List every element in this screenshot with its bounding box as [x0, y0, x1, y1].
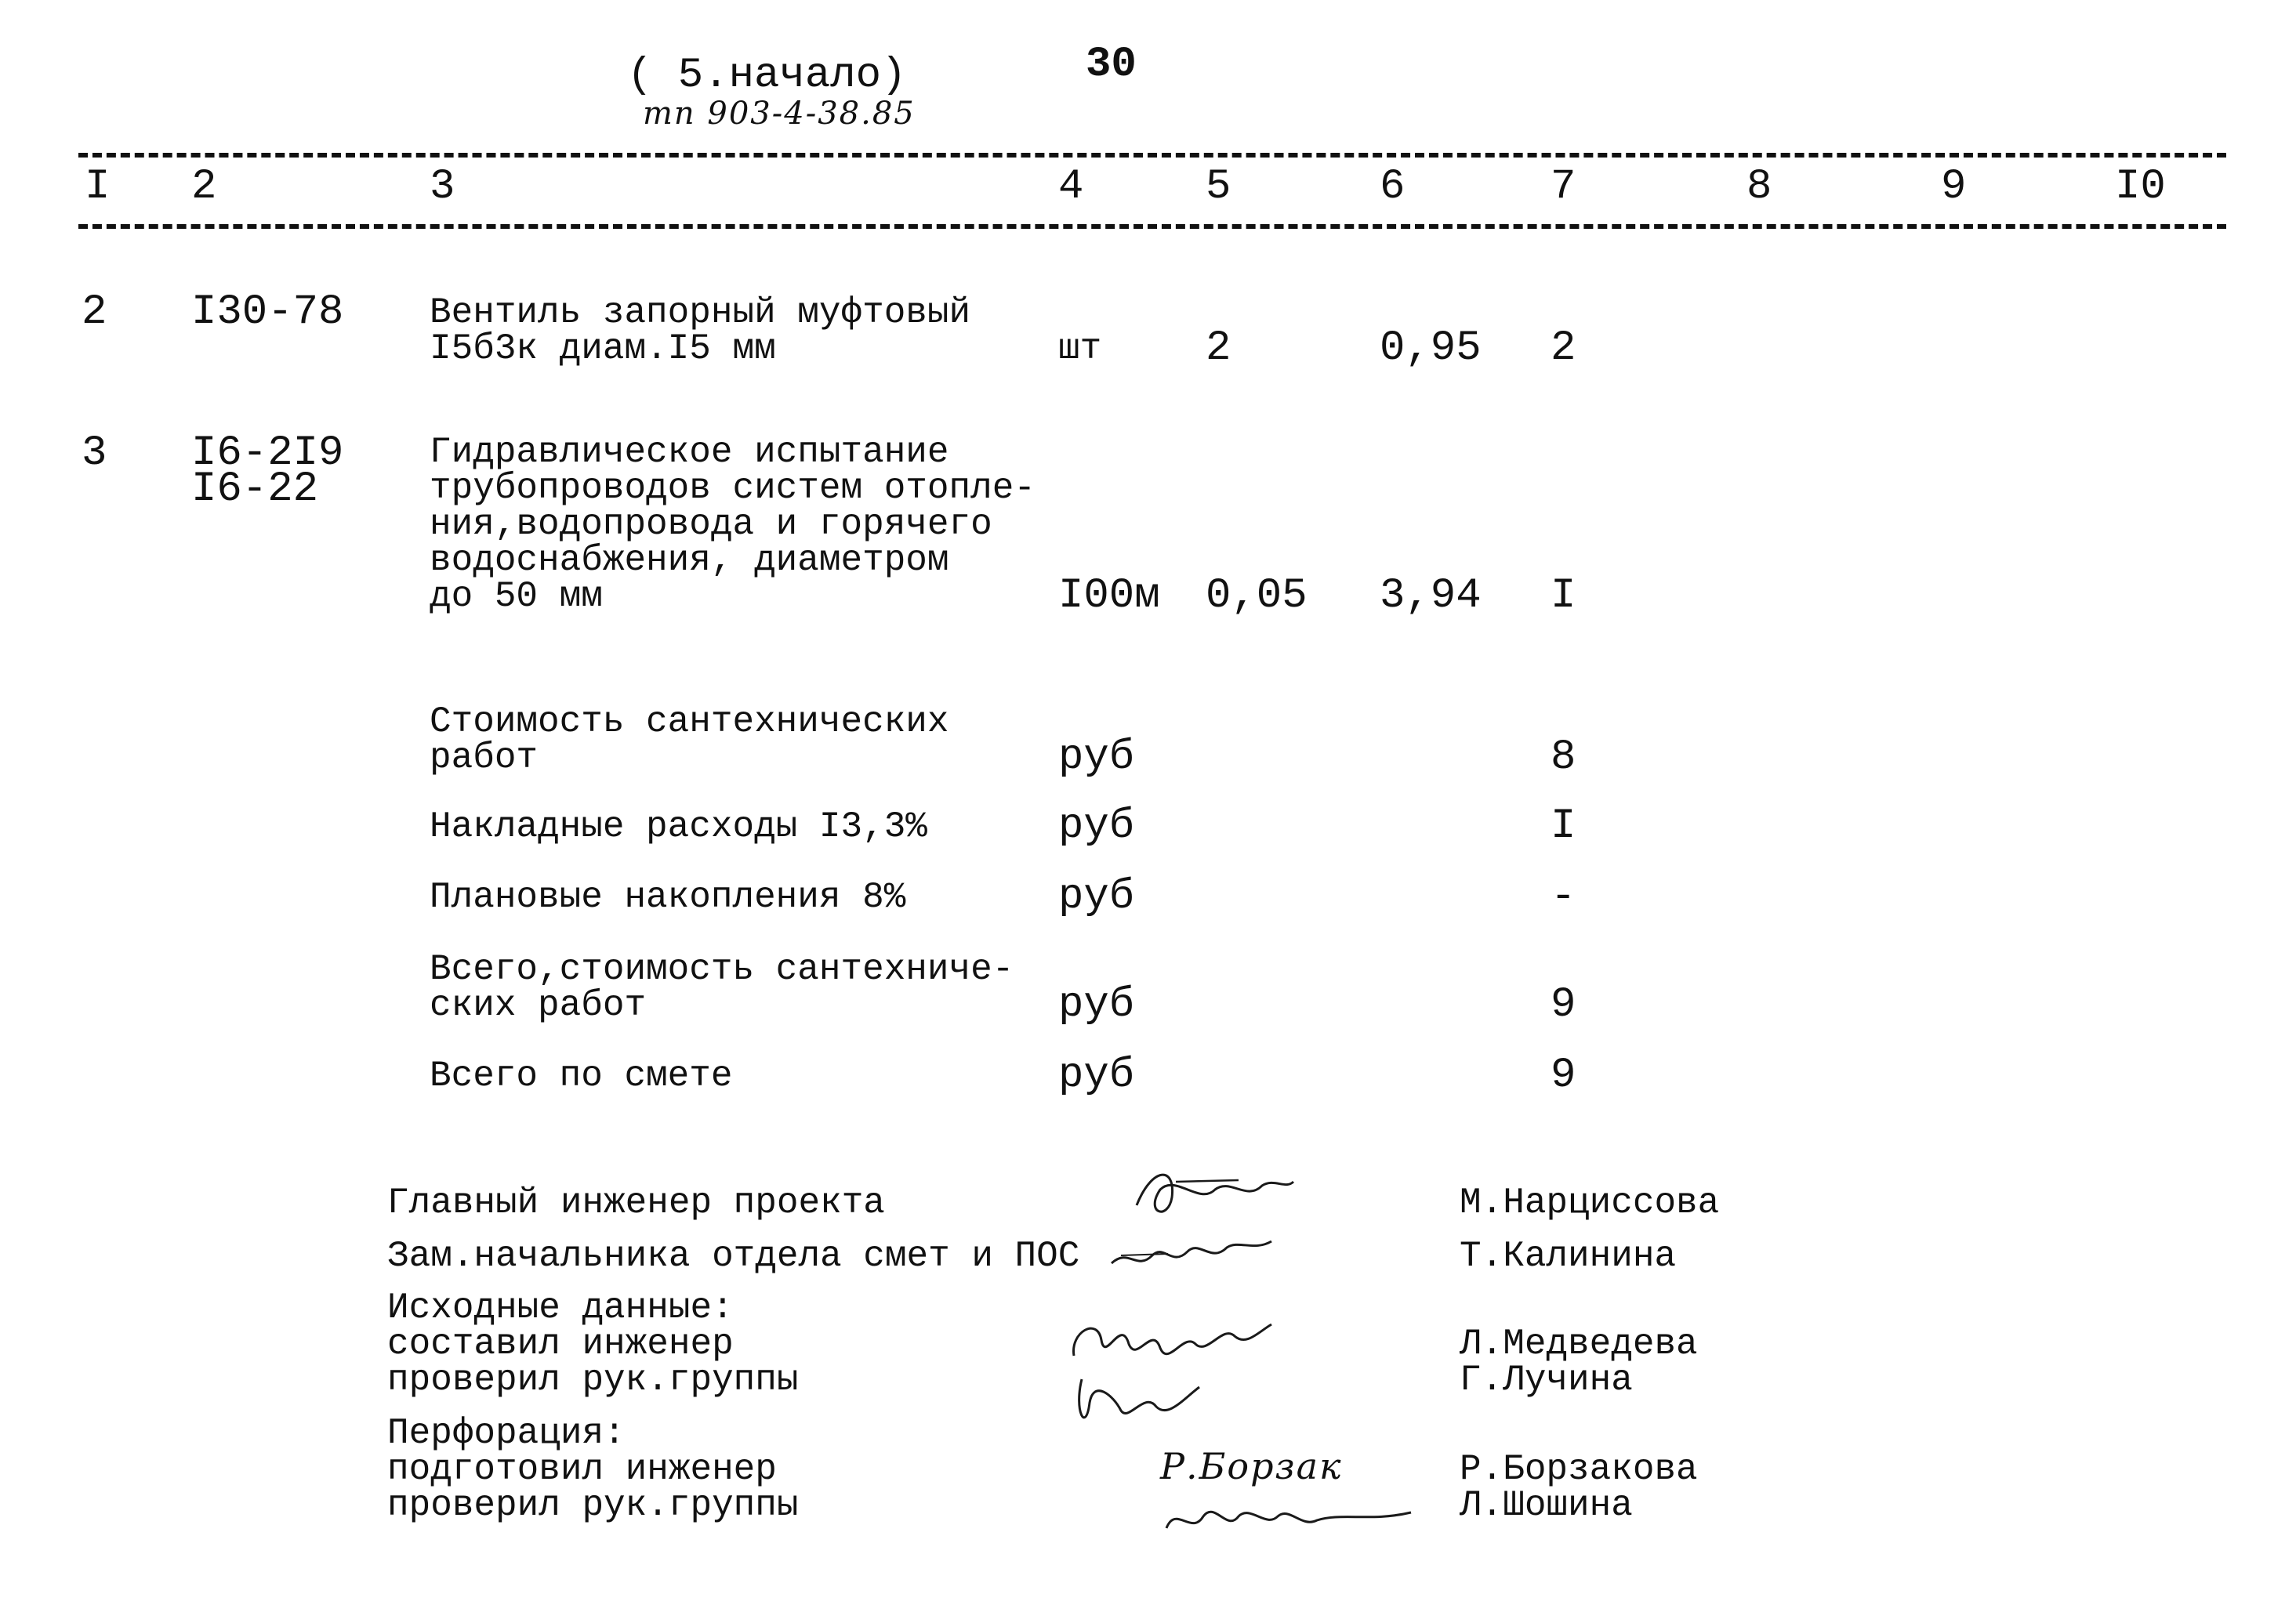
- summary-label: Плановые накопления 8%: [430, 877, 906, 918]
- summary-label: Стоимость сантехнических: [430, 701, 949, 742]
- row-code: I6-22: [191, 465, 319, 513]
- row-quantity: 0,05: [1206, 572, 1308, 620]
- summary-total: -: [1551, 873, 1576, 921]
- prepared-name: Р.Борзакова: [1460, 1449, 1698, 1490]
- column-header: 4: [1058, 163, 1084, 211]
- perforation-title: Перфорация:: [387, 1413, 626, 1454]
- row-unit-price: 0,95: [1380, 324, 1482, 372]
- summary-unit: руб: [1058, 981, 1135, 1029]
- column-header: 9: [1941, 163, 1967, 211]
- row-description: водоснабжения, диаметром: [430, 540, 949, 581]
- page-number: 30: [1086, 41, 1137, 89]
- deputy-name: Т.Калинина: [1460, 1236, 1677, 1277]
- checked-label: проверил рук.группы: [387, 1360, 799, 1400]
- prepared-signature-text: Р.Борзак: [1160, 1445, 1343, 1487]
- column-header: 2: [191, 163, 217, 211]
- summary-unit: руб: [1058, 1052, 1135, 1099]
- row-unit: шт: [1058, 328, 1102, 369]
- row-quantity: 2: [1206, 324, 1231, 372]
- row-unit-price: 3,94: [1380, 572, 1482, 620]
- prepared-label: подготовил инженер: [387, 1449, 777, 1490]
- signature-chief-engineer: [1129, 1158, 1301, 1229]
- project-code: тп 903-4-38.85: [643, 96, 916, 132]
- summary-unit: руб: [1058, 873, 1135, 921]
- compiled-label: составил инженер: [387, 1324, 734, 1364]
- column-header: I: [85, 163, 111, 211]
- signature-deputy: [1105, 1224, 1278, 1279]
- row-description: Вентиль запорный муфтовый: [430, 292, 971, 333]
- row-description: I5б3к диам.I5 мм: [430, 328, 776, 369]
- checked-name: Л.Шошина: [1460, 1485, 1633, 1526]
- summary-label: Всего по смете: [430, 1056, 733, 1096]
- column-header: 6: [1380, 163, 1406, 211]
- row-number: 3: [82, 429, 107, 477]
- row-total: 2: [1551, 324, 1576, 372]
- row-unit: I00м: [1058, 572, 1160, 620]
- summary-unit: руб: [1058, 733, 1135, 781]
- row-number: 2: [82, 288, 107, 336]
- row-code: I6-2I9: [191, 429, 344, 477]
- section-note: ( 5.начало): [627, 52, 907, 100]
- summary-unit: руб: [1058, 802, 1135, 850]
- header-bottom-rule: [78, 224, 2226, 229]
- row-description: ния,водопровода и горячего: [430, 504, 992, 545]
- row-description: трубопроводов систем отопле-: [430, 468, 1036, 509]
- checked-label: проверил рук.группы: [387, 1485, 799, 1526]
- column-header: 8: [1746, 163, 1772, 211]
- checked-name: Г.Лучина: [1460, 1360, 1633, 1400]
- summary-label: Всего,стоимость сантехниче-: [430, 949, 1014, 990]
- column-header: I0: [2115, 163, 2166, 211]
- header-top-rule: [78, 153, 2226, 158]
- summary-total: 9: [1551, 981, 1576, 1029]
- summary-total: 8: [1551, 733, 1576, 781]
- summary-label: работ: [430, 737, 539, 778]
- source-data-title: Исходные данные:: [387, 1288, 734, 1328]
- row-total: I: [1551, 572, 1576, 620]
- signature-checked-1: [1066, 1364, 1215, 1442]
- chief-engineer-name: М.Нарциссова: [1460, 1183, 1720, 1223]
- signature-checked-2: [1160, 1489, 1419, 1544]
- summary-total: 9: [1551, 1052, 1576, 1099]
- deputy-label: Зам.начальника отдела смет и ПОС: [387, 1236, 1080, 1277]
- row-description: Гидравлическое испытание: [430, 432, 949, 473]
- chief-engineer-label: Главный инженер проекта: [387, 1183, 885, 1223]
- summary-label: ских работ: [430, 985, 647, 1026]
- summary-total: I: [1551, 802, 1576, 850]
- summary-label: Накладные расходы I3,3%: [430, 806, 927, 847]
- compiled-name: Л.Медведева: [1460, 1324, 1698, 1364]
- column-header: 3: [430, 163, 455, 211]
- row-code: I30-78: [191, 288, 344, 336]
- column-header: 7: [1551, 163, 1576, 211]
- row-description: до 50 мм: [430, 576, 603, 617]
- column-header: 5: [1206, 163, 1231, 211]
